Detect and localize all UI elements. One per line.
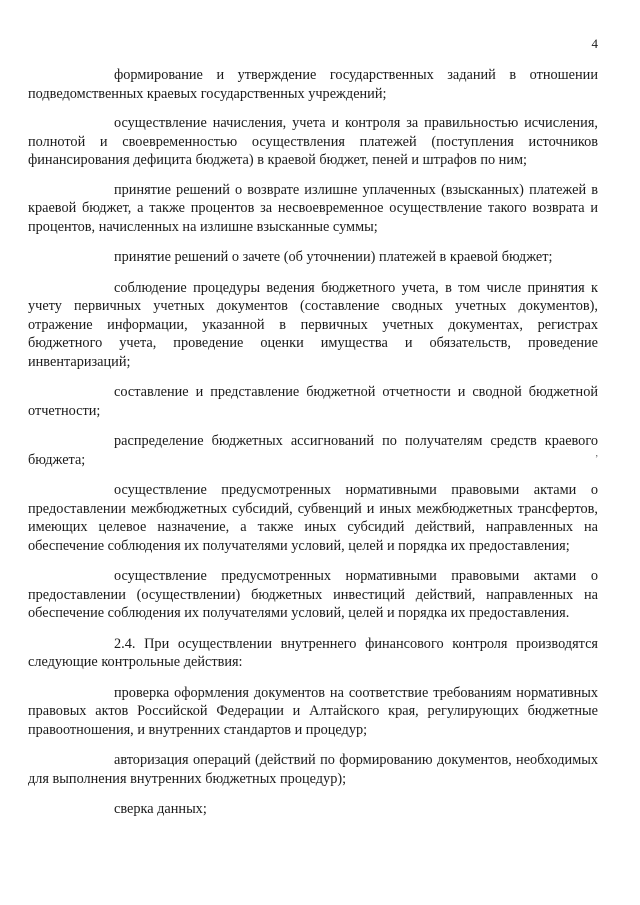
paragraph-text: составление и представление бюджетной отчетности и сводной бюджетной отчетности;: [28, 384, 598, 419]
paragraph-text: распределение бюджетных ассигнований по получателям средств краевого бюджета;: [28, 433, 598, 468]
paragraph-text: осуществление предусмотренных нормативными правовыми актами о предоставлении (осуществлении) бюджетных инвестиций действий, направленных на обеспечение соблюдения их получателями условий, целей и порядка их предоставления.: [28, 568, 598, 621]
paragraph-2: [28, 114, 598, 170]
paragraph-text: осуществление начисления, учета и контроля за правильностью исчисления, полнотой и своевременностью осуществления платежей (поступления источников финансирования дефицита бюджета) в краевой бюджет, пеней и штрафов по ним;: [28, 115, 598, 168]
paragraph-10: [28, 635, 598, 672]
paragraph-8: [28, 481, 598, 555]
paragraph-text: принятие решений о возврате излишне уплаченных (взысканных) платежей в краевой бюджет, а также процентов за несвоевременное осуществление такого возврата и процентов, начисленных на излишне взысканные суммы;: [28, 181, 598, 235]
page-number: 4: [591, 36, 598, 51]
paragraph-13: [28, 800, 598, 819]
document-body: [28, 66, 598, 819]
paragraph-text: сверка данных;: [114, 801, 207, 817]
stray-mark: ,: [595, 448, 598, 459]
paragraph-6: [28, 383, 598, 420]
paragraph-11: [28, 684, 598, 740]
paragraph-text: осуществление предусмотренных нормативными правовыми актами о предоставлении межбюджетных субсидий, субвенций и иных межбюджетных трансфертов, имеющих целевое назначение, а также иных субсидий действий, направленных на обеспечение соблюдения их получателями условий, целей и порядка их предоставления;: [28, 482, 598, 554]
paragraph-text: принятие решений о зачете (об уточнении) платежей в краевой бюджет;: [114, 249, 553, 265]
paragraph-text: формирование и утверждение государственных заданий в отношении подведомственных краевых государственных учреждений;: [28, 67, 598, 102]
paragraph-12: [28, 751, 598, 788]
paragraph-7: [28, 432, 598, 469]
paragraph-text: проверка оформления документов на соответствие требованиям нормативных правовых актов Российской Федерации и Алтайского края, регулирующих бюджетные правоотношения, и внутренних стандартов и процедур;: [28, 684, 598, 738]
paragraph-9: [28, 567, 598, 623]
paragraph-5: [28, 279, 598, 372]
paragraph-1: [28, 66, 598, 103]
paragraph-text: 2.4. При осуществлении внутреннего финансового контроля производятся следующие контрольные действия:: [28, 635, 598, 670]
paragraph-4: [28, 248, 598, 267]
paragraph-text: авторизация операций (действий по формированию документов, необходимых для выполнения внутренних бюджетных процедур);: [28, 752, 598, 787]
paragraph-text: соблюдение процедуры ведения бюджетного учета, в том числе принятия к учету первичных учетных документов (составление сводных учетных документов), отражение информации, указанной в первичных учетных документах, регистрах бюджетного учета, проведение оценки имущества и обязательств, проведение инвентаризаций;: [28, 279, 598, 370]
paragraph-3: [28, 181, 598, 237]
